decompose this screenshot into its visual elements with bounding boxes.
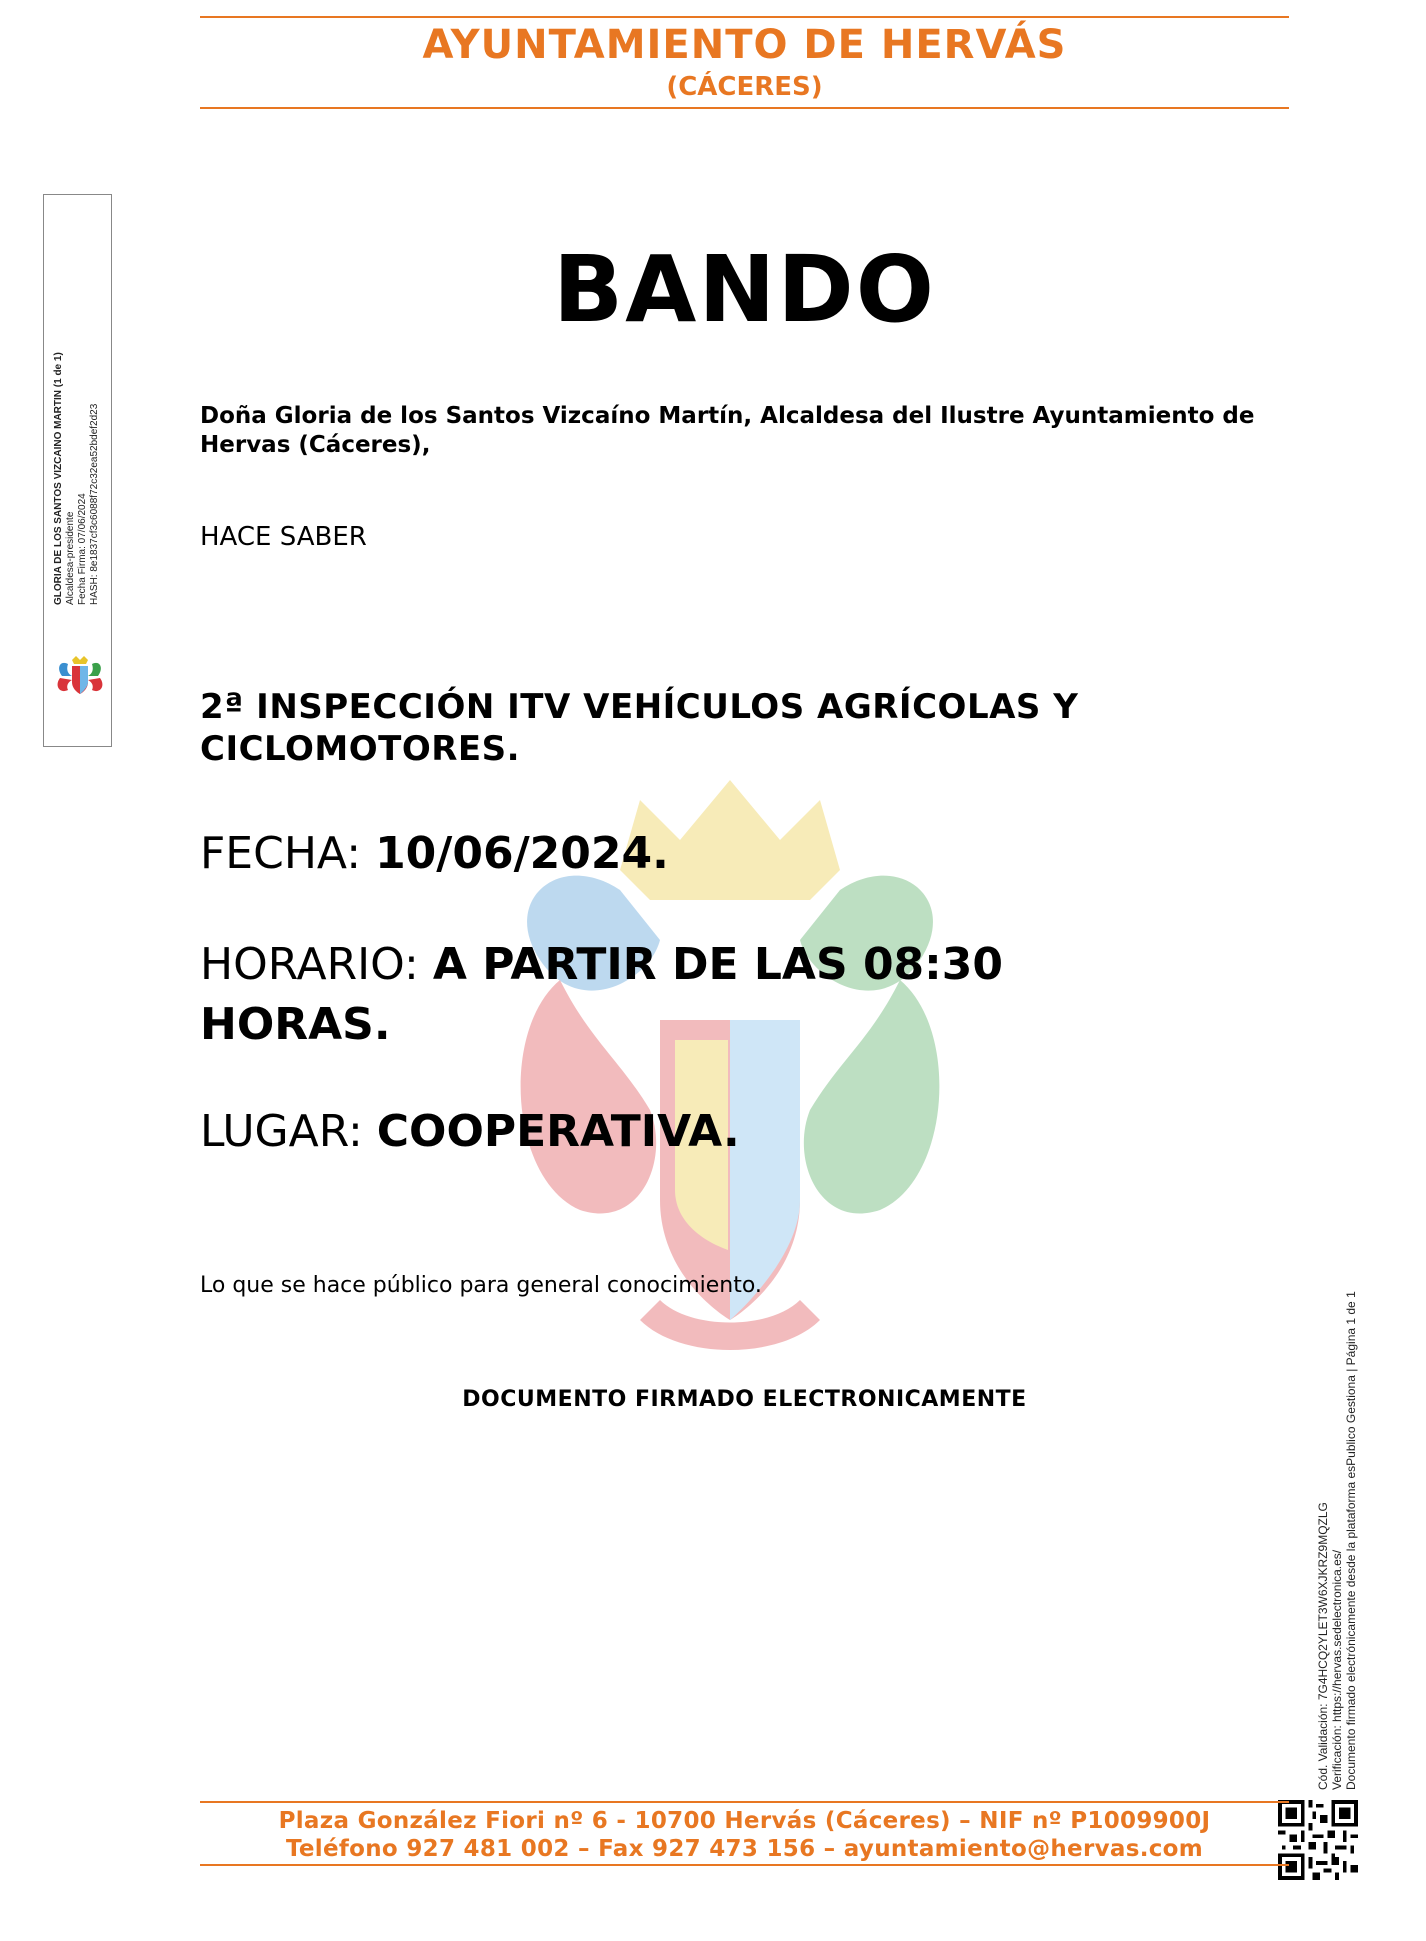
signer-role: Alcaldesa-presidente — [65, 511, 76, 605]
footer-contact: Teléfono 927 481 002 – Fax 927 473 156 – ayuntamiento@hervas.com — [285, 1836, 1204, 1862]
intro-paragraph: Doña Gloria de los Santos Vizcaíno Martín, Alcaldesa del Ilustre Ayuntamiento de Hervas (Cáceres), — [200, 403, 1255, 458]
lugar-value: COOPERATIVA. — [376, 1106, 740, 1157]
qr-code-icon — [1278, 1800, 1358, 1880]
horario-label: HORARIO: — [200, 939, 433, 990]
lugar-label: LUGAR: — [200, 1106, 377, 1157]
validation-url: Verificación: https://hervas.sedelectronica.es/ — [1330, 1549, 1344, 1790]
coat-of-arms-icon — [52, 652, 108, 698]
validation-platform: Documento firmado electrónicamente desde la plataforma esPublico Gestiona | Página 1 de 1 — [1344, 1291, 1358, 1790]
fecha-label: FECHA: — [200, 828, 376, 879]
signature-stamp-text — [53, 305, 101, 605]
hace-saber-heading: HACE SABER — [200, 522, 367, 552]
organization-province: (CÁCERES) — [666, 72, 823, 102]
horario-line — [200, 935, 1140, 1055]
closing-sentence: Lo que se hace público para general conocimiento. — [200, 1273, 762, 1298]
fecha-line — [200, 824, 1200, 884]
validation-code: Cód. Validación: 7G4HCQ2YLET3W6XJKRZ9MQZLG — [1316, 1502, 1330, 1790]
lugar-line — [200, 1102, 1200, 1162]
footer-address: Plaza González Fiori nº 6 - 10700 Hervás (Cáceres) – NIF nº P1009900J — [278, 1808, 1211, 1834]
electronic-signature-note: DOCUMENTO FIRMADO ELECTRONICAMENTE — [462, 1387, 1027, 1412]
organization-name: AYUNTAMIENTO DE HERVÁS — [422, 22, 1067, 68]
fecha-value: 10/06/2024. — [375, 828, 669, 879]
signature-date: Fecha Firma: 07/06/2024 — [77, 493, 88, 605]
signer-name: GLORIA DE LOS SANTOS VIZCAINO MARTIN (1 de 1) — [53, 352, 64, 605]
header-top-rule — [200, 16, 1289, 18]
signature-hash: HASH: 8e1837cf3c6088f72c32ea52bdef2d23 — [89, 403, 100, 605]
header-bottom-rule — [200, 107, 1289, 109]
footer-top-rule — [200, 1801, 1289, 1803]
notice-subject: 2ª INSPECCIÓN ITV VEHÍCULOS AGRÍCOLAS Y CICLOMOTORES. — [200, 687, 1079, 769]
validation-text — [1316, 1170, 1358, 1790]
document-title: BANDO — [553, 236, 936, 343]
footer-bottom-rule — [200, 1864, 1289, 1866]
horario-value: A PARTIR DE LAS 08:30 HORAS. — [200, 939, 1004, 1050]
